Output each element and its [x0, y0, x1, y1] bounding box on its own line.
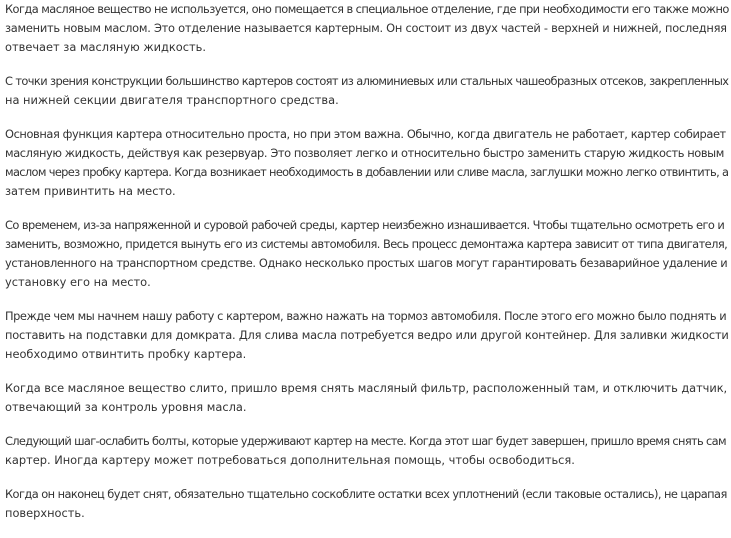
text-line: заменить, возможно, придется вынуть его из системы автомобиля. Весь процесс демонтажа картера зависит от типа двигателя,: [5, 237, 728, 251]
text-line: затем привинтить на место.: [5, 184, 176, 198]
text-line: установку его на место.: [5, 275, 151, 289]
text-line: Когда все масляное вещество слито, пришло время снять масляный фильтр, расположенный там, и отключить датчик,: [5, 381, 728, 395]
paragraph: [5, 432, 729, 470]
text-line: заменить новым маслом. Это отделение называется картерным. Он состоит из двух частей - верхней и нижней, последняя: [5, 21, 727, 35]
text-line: С точки зрения конструкции большинство картеров состоят из алюминиевых или стальных чашеобразных отсеков, закрепленных: [5, 74, 729, 88]
paragraph: [5, 307, 729, 364]
text-line: Когда масляное вещество не используется, оно помещается в специальное отделение, где при необходимости его также можно: [5, 2, 729, 16]
text-line: Прежде чем мы начнем нашу работу с картером, важно нажать на тормоз автомобиля. После этого его можно было поднять и: [5, 309, 727, 323]
paragraph: [5, 379, 729, 417]
article-body: [5, 0, 729, 538]
text-line: Когда он наконец будет снят, обязательно тщательно соскоблите остатки всех уплотнений (если таковые остались), не царапая: [5, 487, 727, 501]
paragraph: [5, 72, 729, 110]
text-line: отвечающий за контроль уровня масла.: [5, 400, 247, 414]
text-line: на нижней секции двигателя транспортного средства.: [5, 93, 339, 107]
paragraph: [5, 0, 729, 57]
text-line: отвечает за масляную жидкость.: [5, 40, 206, 54]
text-line: маслом через пробку картера. Когда возникает необходимость в добавлении или сливе масла, заглушки можно легко отвинтить, а: [5, 165, 729, 179]
text-line: поставить на подставки для домкрата. Для слива масла потребуется ведро или другой контейнер. Для заливки жидкости: [5, 328, 729, 342]
text-line: Основная функция картера относительно проста, но при этом важна. Обычно, когда двигатель не работает, картер собирает: [5, 127, 726, 141]
text-line: картер. Иногда картеру может потребоваться дополнительная помощь, чтобы освободиться.: [5, 453, 575, 467]
text-line: необходимо отвинтить пробку картера.: [5, 347, 247, 361]
paragraph: [5, 485, 729, 523]
paragraph: [5, 216, 729, 292]
text-line: поверхность.: [5, 506, 85, 520]
text-line: Со временем, из-за напряженной и суровой рабочей среды, картер неизбежно изнашивается. Чтобы тщательно осмотреть его и: [5, 218, 725, 232]
text-line: масляную жидкость, действуя как резервуар. Это позволяет легко и относительно быстро заменить старую жидкость новым: [5, 146, 724, 160]
text-line: установленного на транспортном средстве. Однако несколько простых шагов могут гарантировать безаварийное удаление и: [5, 256, 728, 270]
text-line: Следующий шаг-ослабить болты, которые удерживают картер на месте. Когда этот шаг будет завершен, пришло время снять сам: [5, 434, 726, 448]
paragraph: [5, 125, 729, 201]
